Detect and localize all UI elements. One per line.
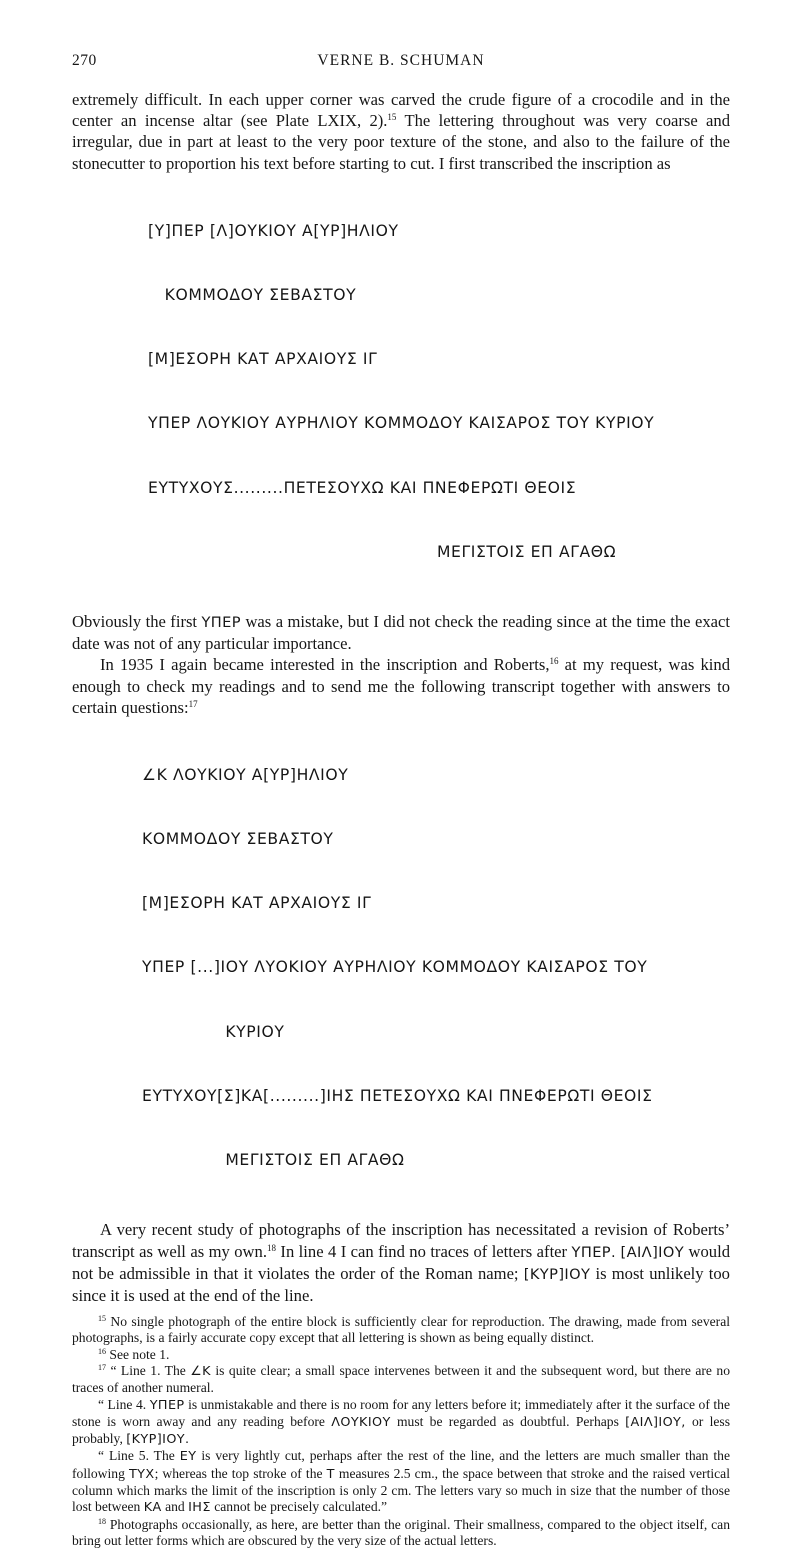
greek-word: ΥΠΕΡ.: [571, 1243, 617, 1261]
footnote-ref-16[interactable]: 16: [549, 656, 559, 667]
footnote-18: $^{18}$ Photographs occasionally, as here, are better than the original. Their smallness, compared to the object itself, can bring out letter forms which are obscured by the very size of the actual letters.: [72, 1516, 730, 1548]
transcript-line: ΚΟΜΜΟΔΟΥ ΣΕΒΑΣΤΟΥ: [142, 829, 334, 848]
greek-word: [ΑΙΛ]ΙΟΥ,: [625, 1414, 686, 1430]
transcript-line: ΥΠΕΡ [...]ΙΟΥ ΛΥΟΚΙΟΥ ΑΥΡΗΛΙΟΥ ΚΟΜΜΟΔΟΥ ΚΑΙΣΑΡΟΣ ΤΟΥ: [142, 958, 648, 977]
transcript-line: ∠Κ ΛΟΥΚΙΟΥ Α[ΥΡ]ΗΛΙΟΥ: [142, 765, 349, 784]
roberts-transcript: [72, 722, 730, 1214]
paragraph-4: A very recent study of photographs of the inscription has necessitated a revision of Roberts’ transcript as well as my own.$^{18}$ In line 4 I can find no traces of letters after ΥΠΕΡ. [ΑΙΛ]ΙΟΥ would not be admissible in that it violates the order of the Roman name; [ΚΥΡ]ΙΟΥ is most unlikely too since it is used at the end of the line.: [72, 1220, 730, 1305]
footnote-17-line-4: “ Line 4. ΥΠΕΡ is unmistakable and there is no room for any letters before it; immediately after it the surface of the stone is worn away and any reading before ΛΟΥΚΙΟΥ must be regarded as doubtful. Perhaps [ΑΙΛ]ΙΟΥ, or less probably, [ΚΥΡ]ΙΟΥ.: [72, 1396, 730, 1448]
running-title: VERNE B. SCHUMAN: [317, 52, 485, 69]
transcript-line: ΥΠΕΡ ΛΟΥΚΙΟΥ ΑΥΡΗΛΙΟΥ ΚΟΜΜΟΔΟΥ ΚΑΙΣΑΡΟΣ ΤΟΥ ΚΥΡΙΟΥ: [148, 414, 655, 433]
footnote-15: $^{15}$ No single photograph of the entire block is sufficiently clear for reproduction. The drawing, made from several photographs, is a fairly accurate copy except that all lettering is shown as being equally distinct.: [72, 1314, 730, 1346]
paragraph-1: extremely difficult. In each upper corner was carved the crude figure of a crocodile and in the center an incense altar (see Plate LXIX, 2).$^{15}$ The lettering throughout was very coarse and irregular, due in part at least to the very poor texture of the stone, and also to the failure of the stonecutter to proportion his text before starting to cut. I first transcribed the inscription as: [72, 90, 731, 173]
greek-word: [ΚΥΡ]ΙΟΥ.: [126, 1432, 190, 1448]
greek-word: ΚΑ: [143, 1500, 162, 1516]
greek-word: ΙΗΣ: [188, 1500, 211, 1516]
journal-page: [72, 52, 730, 1549]
greek-word: [ΑΙΛ]ΙΟΥ: [620, 1243, 685, 1261]
footnote-ref-15[interactable]: 15: [387, 112, 397, 123]
page-header: [72, 52, 730, 78]
greek-word: ∠Κ: [190, 1364, 211, 1379]
footnote-ref-17[interactable]: 17: [188, 698, 198, 709]
transcript-line: [Μ]ΕΣΟΡΗ ΚΑΤ ΑΡΧΑΙΟΥΣ ΙΓ: [142, 894, 372, 913]
footnote-16: $^{16}$ See note 1.: [98, 1346, 170, 1362]
greek-word: Τ: [326, 1466, 335, 1482]
greek-word: ΕΥ: [179, 1449, 197, 1465]
footnote-17-line-5: “ Line 5. The ΕΥ is very lightly cut, perhaps after the rest of the line, and the letters are much smaller than the following ΤΥΧ; whereas the top stroke of the Τ measures 2.5 cm., the space between that stroke and the raised vertical column which marks the limit of the inscription is only 2 cm. The letters vary so much in size that the number of those lost between ΚΑ and ΙΗΣ cannot be precisely calculated.”: [72, 1448, 731, 1516]
greek-word: ΤΥΧ: [128, 1466, 155, 1482]
transcript-line: ΚΟΜΜΟΔΟΥ ΣΕΒΑΣΤΟΥ: [148, 285, 357, 304]
greek-word: ΛΟΥΚΙΟΥ: [331, 1414, 391, 1430]
transcript-line: ΜΕΓΙΣΤΟΙΣ ΕΠ ΑΓΑΘΩ: [148, 542, 617, 561]
transcript-line: ΜΕΓΙΣΤΟΙΣ ΕΠ ΑΓΑΘΩ: [142, 1151, 405, 1170]
footnote-ref-18[interactable]: 18: [266, 1242, 276, 1253]
transcript-line: ΕΥΤΥΧΟΥΣ.........ΠΕΤΕΣΟΥΧΩ ΚΑΙ ΠΝΕΦΕΡΩΤΙ ΘΕΟΙΣ: [148, 478, 577, 497]
footnote-17: $^{17}$ “ Line 1. The ∠Κ is quite clear; a small space intervenes between it and the subsequent word, but there are no traces of another numeral.: [72, 1363, 730, 1396]
transcript-line: [Υ]ΠΕΡ [Λ]ΟΥΚΙΟΥ Α[ΥΡ]ΗΛΙΟΥ: [148, 221, 399, 240]
greek-word: ΥΠΕΡ: [201, 613, 241, 631]
paragraph-2: Obviously the first ΥΠΕΡ was a mistake, but I did not check the reading since at the time the exact date was not of any particular importance.: [72, 611, 730, 654]
page-number: 270: [72, 52, 97, 69]
greek-word: [ΚΥΡ]ΙΟΥ: [523, 1265, 591, 1283]
paragraph-3: In 1935 I again became interested in the inscription and Roberts,$^{16}$ at my request, was kind enough to check my readings and to send me the following transcript together with answers to certain questions:$^{17}$: [72, 655, 730, 717]
transcript-line: ΕΥΤΥΧΟΥ[Σ]ΚΑ[.........]ΙΗΣ ΠΕΤΕΣΟΥΧΩ ΚΑΙ ΠΝΕΦΕΡΩΤΙ ΘΕΟΙΣ: [142, 1086, 653, 1105]
first-transcript: [72, 178, 730, 606]
transcript-line: ΚΥΡΙΟΥ: [142, 1022, 285, 1041]
transcript-line: [Μ]ΕΣΟΡΗ ΚΑΤ ΑΡΧΑΙΟΥΣ ΙΓ: [148, 350, 378, 369]
greek-word: ΥΠΕΡ: [149, 1397, 185, 1413]
footnotes: [72, 1314, 730, 1549]
